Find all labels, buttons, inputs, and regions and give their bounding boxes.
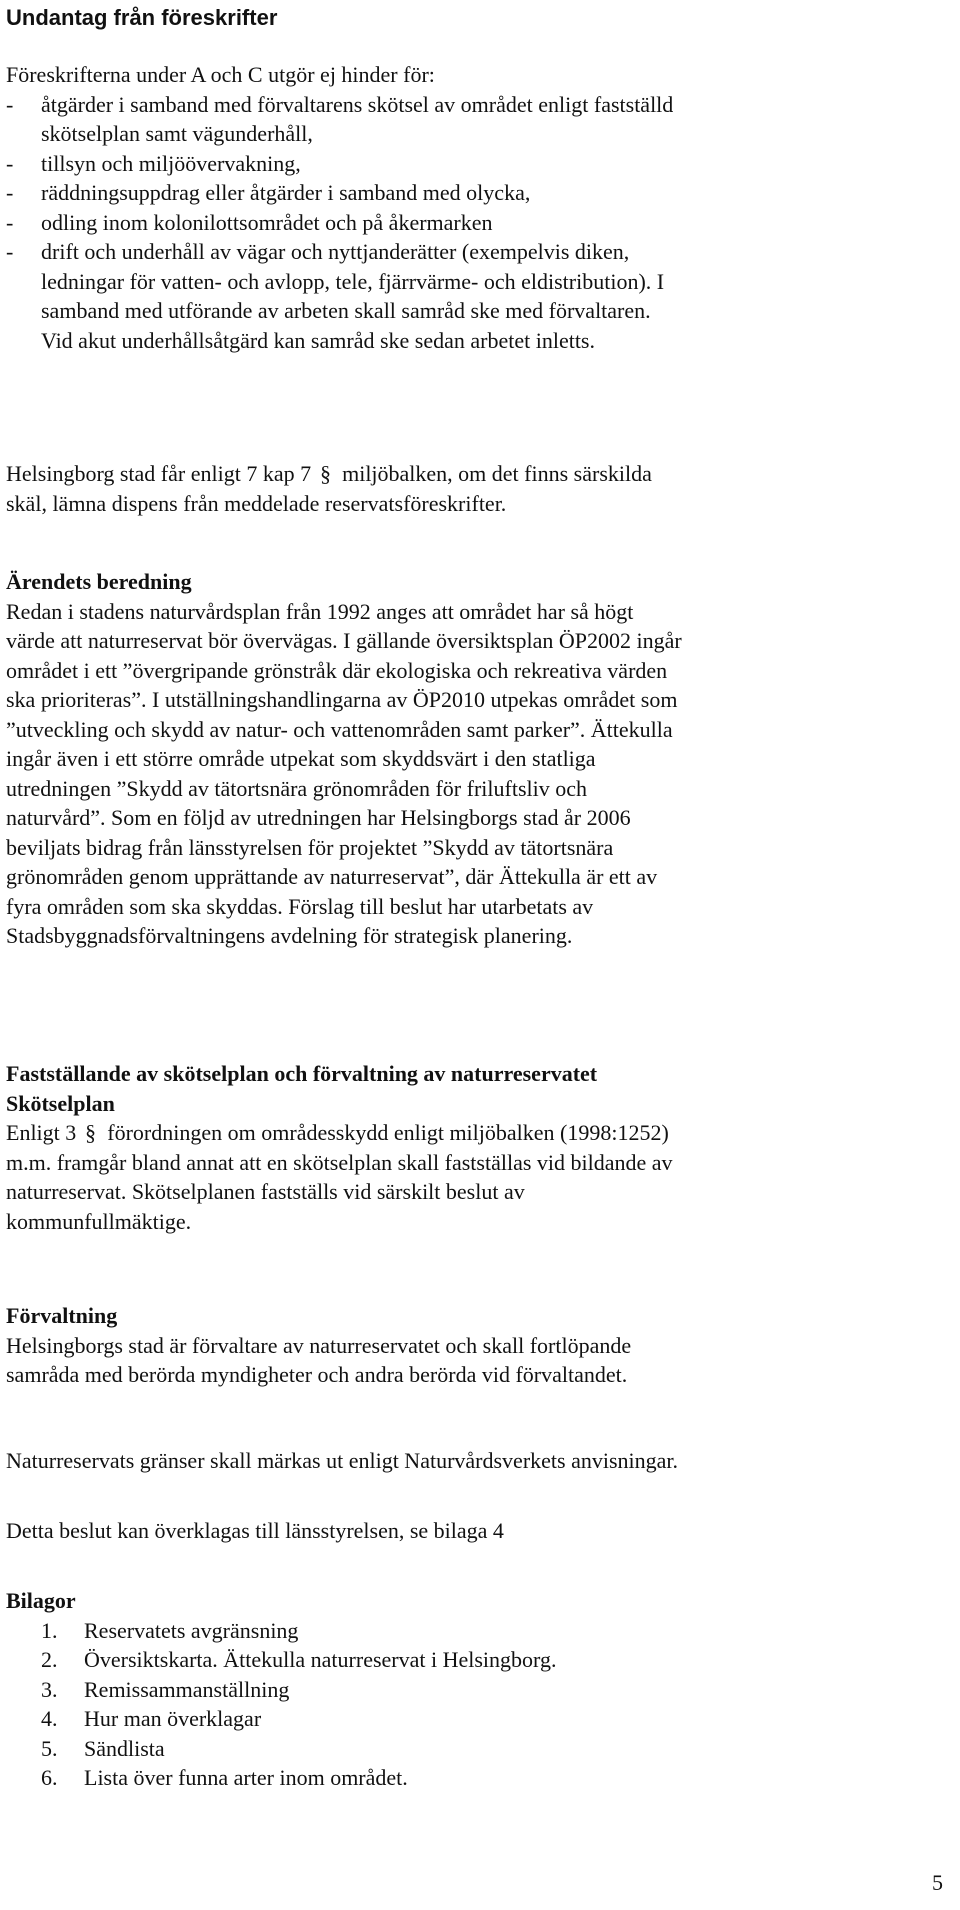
paragraph-line: samråda med berörda myndigheter och andra berörda vid förvaltandet. bbox=[6, 1362, 628, 1387]
list-item-continuation bbox=[6, 326, 595, 356]
list-item bbox=[6, 1645, 557, 1675]
list-number: 4. bbox=[41, 1706, 58, 1731]
bullet-dash: - bbox=[6, 150, 14, 176]
list-item-continuation bbox=[6, 296, 651, 326]
list-item-text: Reservatets avgränsning bbox=[84, 1617, 299, 1643]
paragraph-line: grönområden genom upprättande av naturreservat”, där Ättekulla är ett av bbox=[6, 864, 658, 889]
list-item-text: Sändlista bbox=[84, 1735, 165, 1761]
bilagor-section bbox=[6, 1586, 557, 1793]
dispens-text: Helsingborg stad får enligt 7 kap 7 bbox=[6, 461, 312, 486]
paragraph-line: värde att naturreservat bör övervägas. I gällande översiktsplan ÖP2002 ingår bbox=[6, 628, 682, 653]
faststallande-section bbox=[6, 1059, 673, 1236]
paragraph-line: naturreservat. Skötselplanen fastställs vid särskilt beslut av bbox=[6, 1179, 525, 1204]
beredning-section bbox=[6, 567, 682, 951]
paragraph-line: kommunfullmäktige. bbox=[6, 1208, 192, 1234]
bullet-dash: - bbox=[6, 209, 14, 235]
list-item-text: Remissammanställning bbox=[84, 1676, 290, 1702]
paragraph-line: utredningen ”Skydd av tätortsnära grönområden för friluftsliv och bbox=[6, 775, 588, 801]
list-item bbox=[6, 1616, 299, 1646]
list-item bbox=[6, 178, 531, 208]
list-item bbox=[6, 237, 630, 267]
list-item-text: ledningar för vatten- och avlopp, tele, fjärrvärme- och eldistribution). I bbox=[41, 268, 665, 294]
section-sign-icon bbox=[319, 461, 335, 485]
section-subheading: Skötselplan bbox=[6, 1090, 115, 1116]
paragraph-line: m.m. framgår bland annat att en skötselplan skall fastställas vid bildande av bbox=[6, 1149, 673, 1175]
paragraph-line: området i ett ”övergripande grönstråk där ekologiska och rekreativa värden bbox=[6, 657, 668, 683]
list-item-text: samband med utförande av arbeten skall samråd ske med förvaltaren. bbox=[41, 298, 651, 323]
forvaltning-section bbox=[6, 1301, 631, 1390]
list-item-text: drift och underhåll av vägar och nyttjanderätter (exempelvis diken, bbox=[41, 239, 630, 264]
svg-text:§: § bbox=[84, 1120, 96, 1145]
section-heading: Förvaltning bbox=[6, 1303, 118, 1328]
dispens-text: miljöbalken, om det finns särskilda bbox=[342, 461, 652, 486]
bullet-dash: - bbox=[6, 239, 14, 264]
paragraph-line: beviljats bidrag från länsstyrelsen för projektet ”Skydd av tätortsnära bbox=[6, 834, 614, 860]
list-number: 5. bbox=[41, 1735, 58, 1761]
markning-paragraph: Naturreservats gränser skall märkas ut enligt Naturvårdsverkets anvisningar. bbox=[6, 1448, 679, 1473]
list-item bbox=[6, 208, 493, 238]
list-item bbox=[6, 149, 435, 179]
list-item-continuation bbox=[6, 119, 435, 149]
list-item-text: åtgärder i samband med förvaltarens skötsel av området enligt fastställd bbox=[41, 91, 674, 117]
list-item-text: skötselplan samt vägunderhåll, bbox=[41, 121, 313, 146]
exemption-heading: Undantag från föreskrifter bbox=[6, 5, 278, 30]
paragraph-line: Stadsbyggnadsförvaltningens avdelning för strategisk planering. bbox=[6, 923, 573, 948]
list-item bbox=[6, 90, 674, 120]
paragraph-line: ingår även i ett större område utpekat som skyddsvärt i den statliga bbox=[6, 746, 596, 771]
list-item-text: Lista över funna arter inom området. bbox=[84, 1765, 408, 1790]
exemption-list bbox=[6, 60, 674, 355]
bullet-dash: - bbox=[6, 180, 14, 205]
section-sign-icon bbox=[84, 1120, 100, 1144]
section-heading: Fastställande av skötselplan och förvaltning av naturreservatet bbox=[6, 1061, 598, 1086]
paragraph-line: Helsingborgs stad är förvaltare av naturreservatet och skall fortlöpande bbox=[6, 1332, 632, 1358]
list-item-text: räddningsuppdrag eller åtgärder i samband med olycka, bbox=[41, 180, 531, 205]
list-number: 1. bbox=[41, 1617, 58, 1643]
list-number: 3. bbox=[41, 1676, 58, 1702]
list-number: 2. bbox=[41, 1647, 58, 1672]
paragraph-text: förordningen om områdesskydd enligt miljöbalken (1998:1252) bbox=[107, 1120, 669, 1145]
paragraph-text: Enligt 3 bbox=[6, 1120, 77, 1145]
overklagande-paragraph: Detta beslut kan överklagas till länsstyrelsen, se bilaga 4 bbox=[6, 1518, 504, 1543]
dispens-text: skäl, lämna dispens från meddelade reservatsföreskrifter. bbox=[6, 490, 507, 516]
dispens-paragraph bbox=[6, 459, 652, 518]
list-item bbox=[6, 1763, 408, 1793]
paragraph-line: ska prioriteras”. I utställningshandlingarna av ÖP2010 utpekas området som bbox=[6, 687, 678, 712]
page-number: 5 bbox=[932, 1870, 943, 1895]
list-item-text: tillsyn och miljöövervakning, bbox=[41, 150, 301, 176]
list-item bbox=[6, 1675, 290, 1705]
svg-text:§: § bbox=[319, 461, 331, 486]
paragraph-line: ”utveckling och skydd av natur- och vattenområden samt parker”. Ättekulla bbox=[6, 716, 673, 742]
list-number: 6. bbox=[41, 1765, 58, 1790]
list-item-text: Vid akut underhållsåtgärd kan samråd ske sedan arbetet inletts. bbox=[41, 327, 595, 353]
paragraph-line: fyra områden som ska skyddas. Förslag till beslut har utarbetats av bbox=[6, 893, 594, 919]
exemption-intro: Föreskrifterna under A och C utgör ej hinder för: bbox=[6, 62, 435, 87]
list-item-text: odling inom kolonilottsområdet och på åkermarken bbox=[41, 209, 493, 235]
paragraph-line: naturvård”. Som en följd av utredningen har Helsingborgs stad år 2006 bbox=[6, 805, 631, 830]
list-item-text: Översiktskarta. Ättekulla naturreservat i Helsingborg. bbox=[84, 1647, 557, 1672]
bullet-dash: - bbox=[6, 91, 14, 117]
section-heading: Bilagor bbox=[6, 1588, 76, 1613]
section-heading: Ärendets beredning bbox=[6, 569, 192, 594]
list-item bbox=[6, 1734, 165, 1764]
list-item-continuation bbox=[6, 267, 665, 297]
list-item-text: Hur man överklagar bbox=[84, 1706, 262, 1731]
list-item bbox=[6, 1704, 262, 1734]
paragraph-line: Redan i stadens naturvårdsplan från 1992 anges att området har så högt bbox=[6, 598, 634, 624]
